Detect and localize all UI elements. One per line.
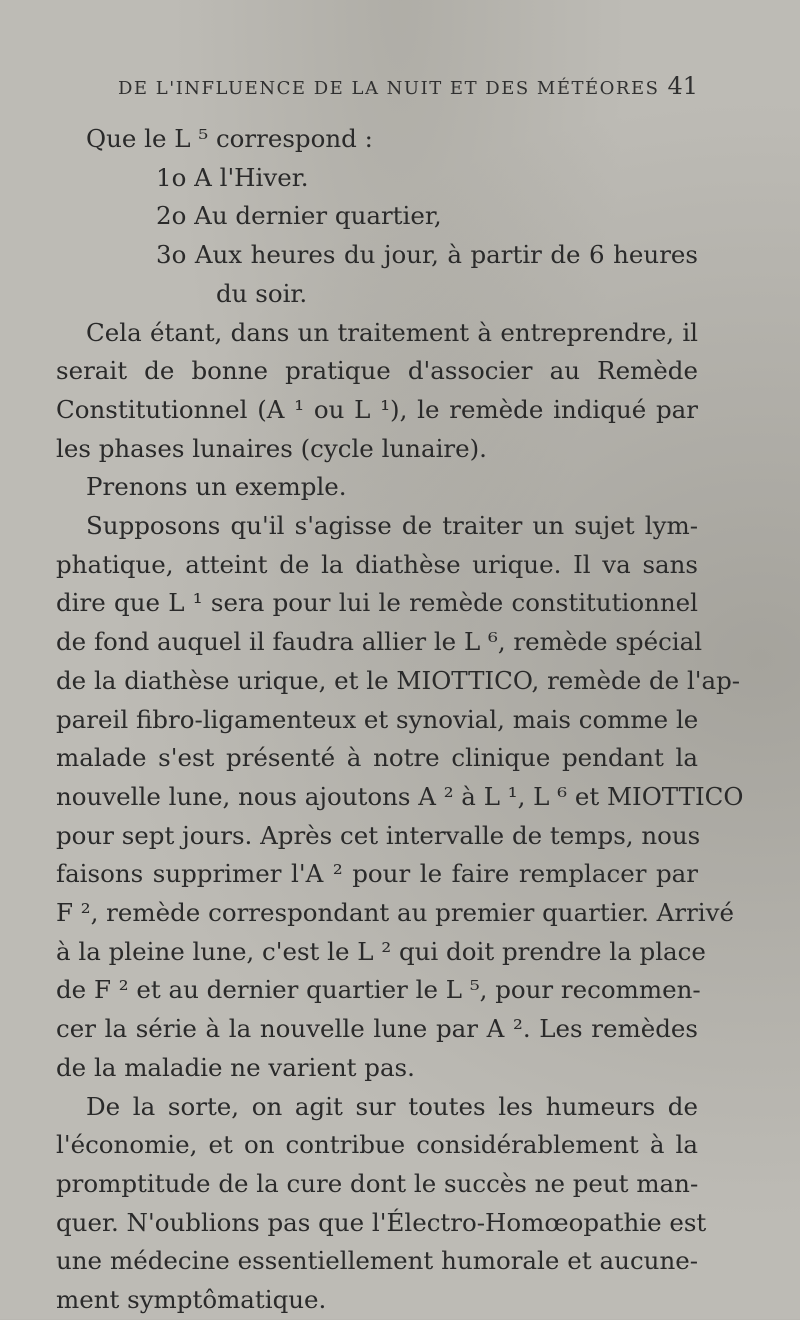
text-line: 2o Au dernier quartier, — [156, 201, 442, 231]
text-line: 1o A l'Hiver. — [156, 162, 309, 192]
text-line: de fond auquel il faudra allier le L ⁶, remède spécial — [56, 627, 703, 657]
text-line: de la maladie ne varient pas. — [56, 1052, 415, 1082]
text-line: de F ² et au dernier quartier le L ⁵, pour recommen- — [56, 975, 701, 1005]
text-line: promptitude de la cure dont le succès ne peut man- — [56, 1168, 699, 1198]
text-line: Que le L ⁵ correspond : — [86, 124, 373, 153]
text-line: de la diathèse urique, et le MIOTTICO, remède de l'ap- — [56, 665, 741, 695]
text-line: pour sept jours. Après cet intervalle de temps, nous — [56, 820, 701, 850]
text-line: dire que L ¹ sera pour lui le remède constitutionnel — [56, 588, 698, 618]
text-line: serait de bonne pratique d'associer au Remède — [56, 356, 698, 386]
text-line: à la pleine lune, c'est le L ² qui doit prendre la place — [56, 936, 706, 966]
body-text — [56, 120, 744, 1320]
running-title: DE L'INFLUENCE DE LA NUIT ET DES MÉTÉORES — [118, 78, 660, 99]
text-line: cer la série à la nouvelle lune par A ². Les remèdes — [56, 1014, 698, 1044]
text-line: De la sorte, on agit sur toutes les humeurs de — [86, 1091, 698, 1121]
text-line: pareil fibro-ligamenteux et synovial, mais comme le — [56, 704, 699, 734]
text-line: 3o Aux heures du jour, à partir de 6 heures — [156, 240, 698, 270]
text-line: faisons supprimer l'A ² pour le faire remplacer par — [56, 859, 698, 889]
text-line: ment symptômatique. — [56, 1285, 327, 1315]
text-line: les phases lunaires (cycle lunaire). — [56, 433, 487, 463]
running-header — [118, 72, 698, 100]
text-line: quer. N'oublions pas que l'Électro-Homœopathie est — [56, 1207, 707, 1237]
text-line: Supposons qu'il s'agisse de traiter un sujet lym- — [86, 511, 698, 541]
text-line: l'économie, et on contribue considérablement à la — [56, 1130, 698, 1160]
text-line: Cela étant, dans un traitement à entreprendre, il — [86, 317, 698, 347]
text-line: F ², remède correspondant au premier quartier. Arrivé — [56, 898, 734, 928]
text-line: Constitutionnel (A ¹ ou L ¹), le remède indiqué par — [56, 394, 698, 424]
text-line: Prenons un exemple. — [86, 472, 347, 502]
text-line: du soir. — [216, 278, 308, 308]
text-line: phatique, atteint de la diathèse urique. Il va sans — [56, 549, 698, 579]
page-number: 41 — [667, 72, 698, 100]
text-line: malade s'est présenté à notre clinique pendant la — [56, 743, 698, 773]
text-line: une médecine essentiellement humorale et aucune- — [56, 1246, 698, 1276]
text-line: nouvelle lune, nous ajoutons A ² à L ¹, L ⁶ et MIOTTICO — [56, 781, 744, 811]
